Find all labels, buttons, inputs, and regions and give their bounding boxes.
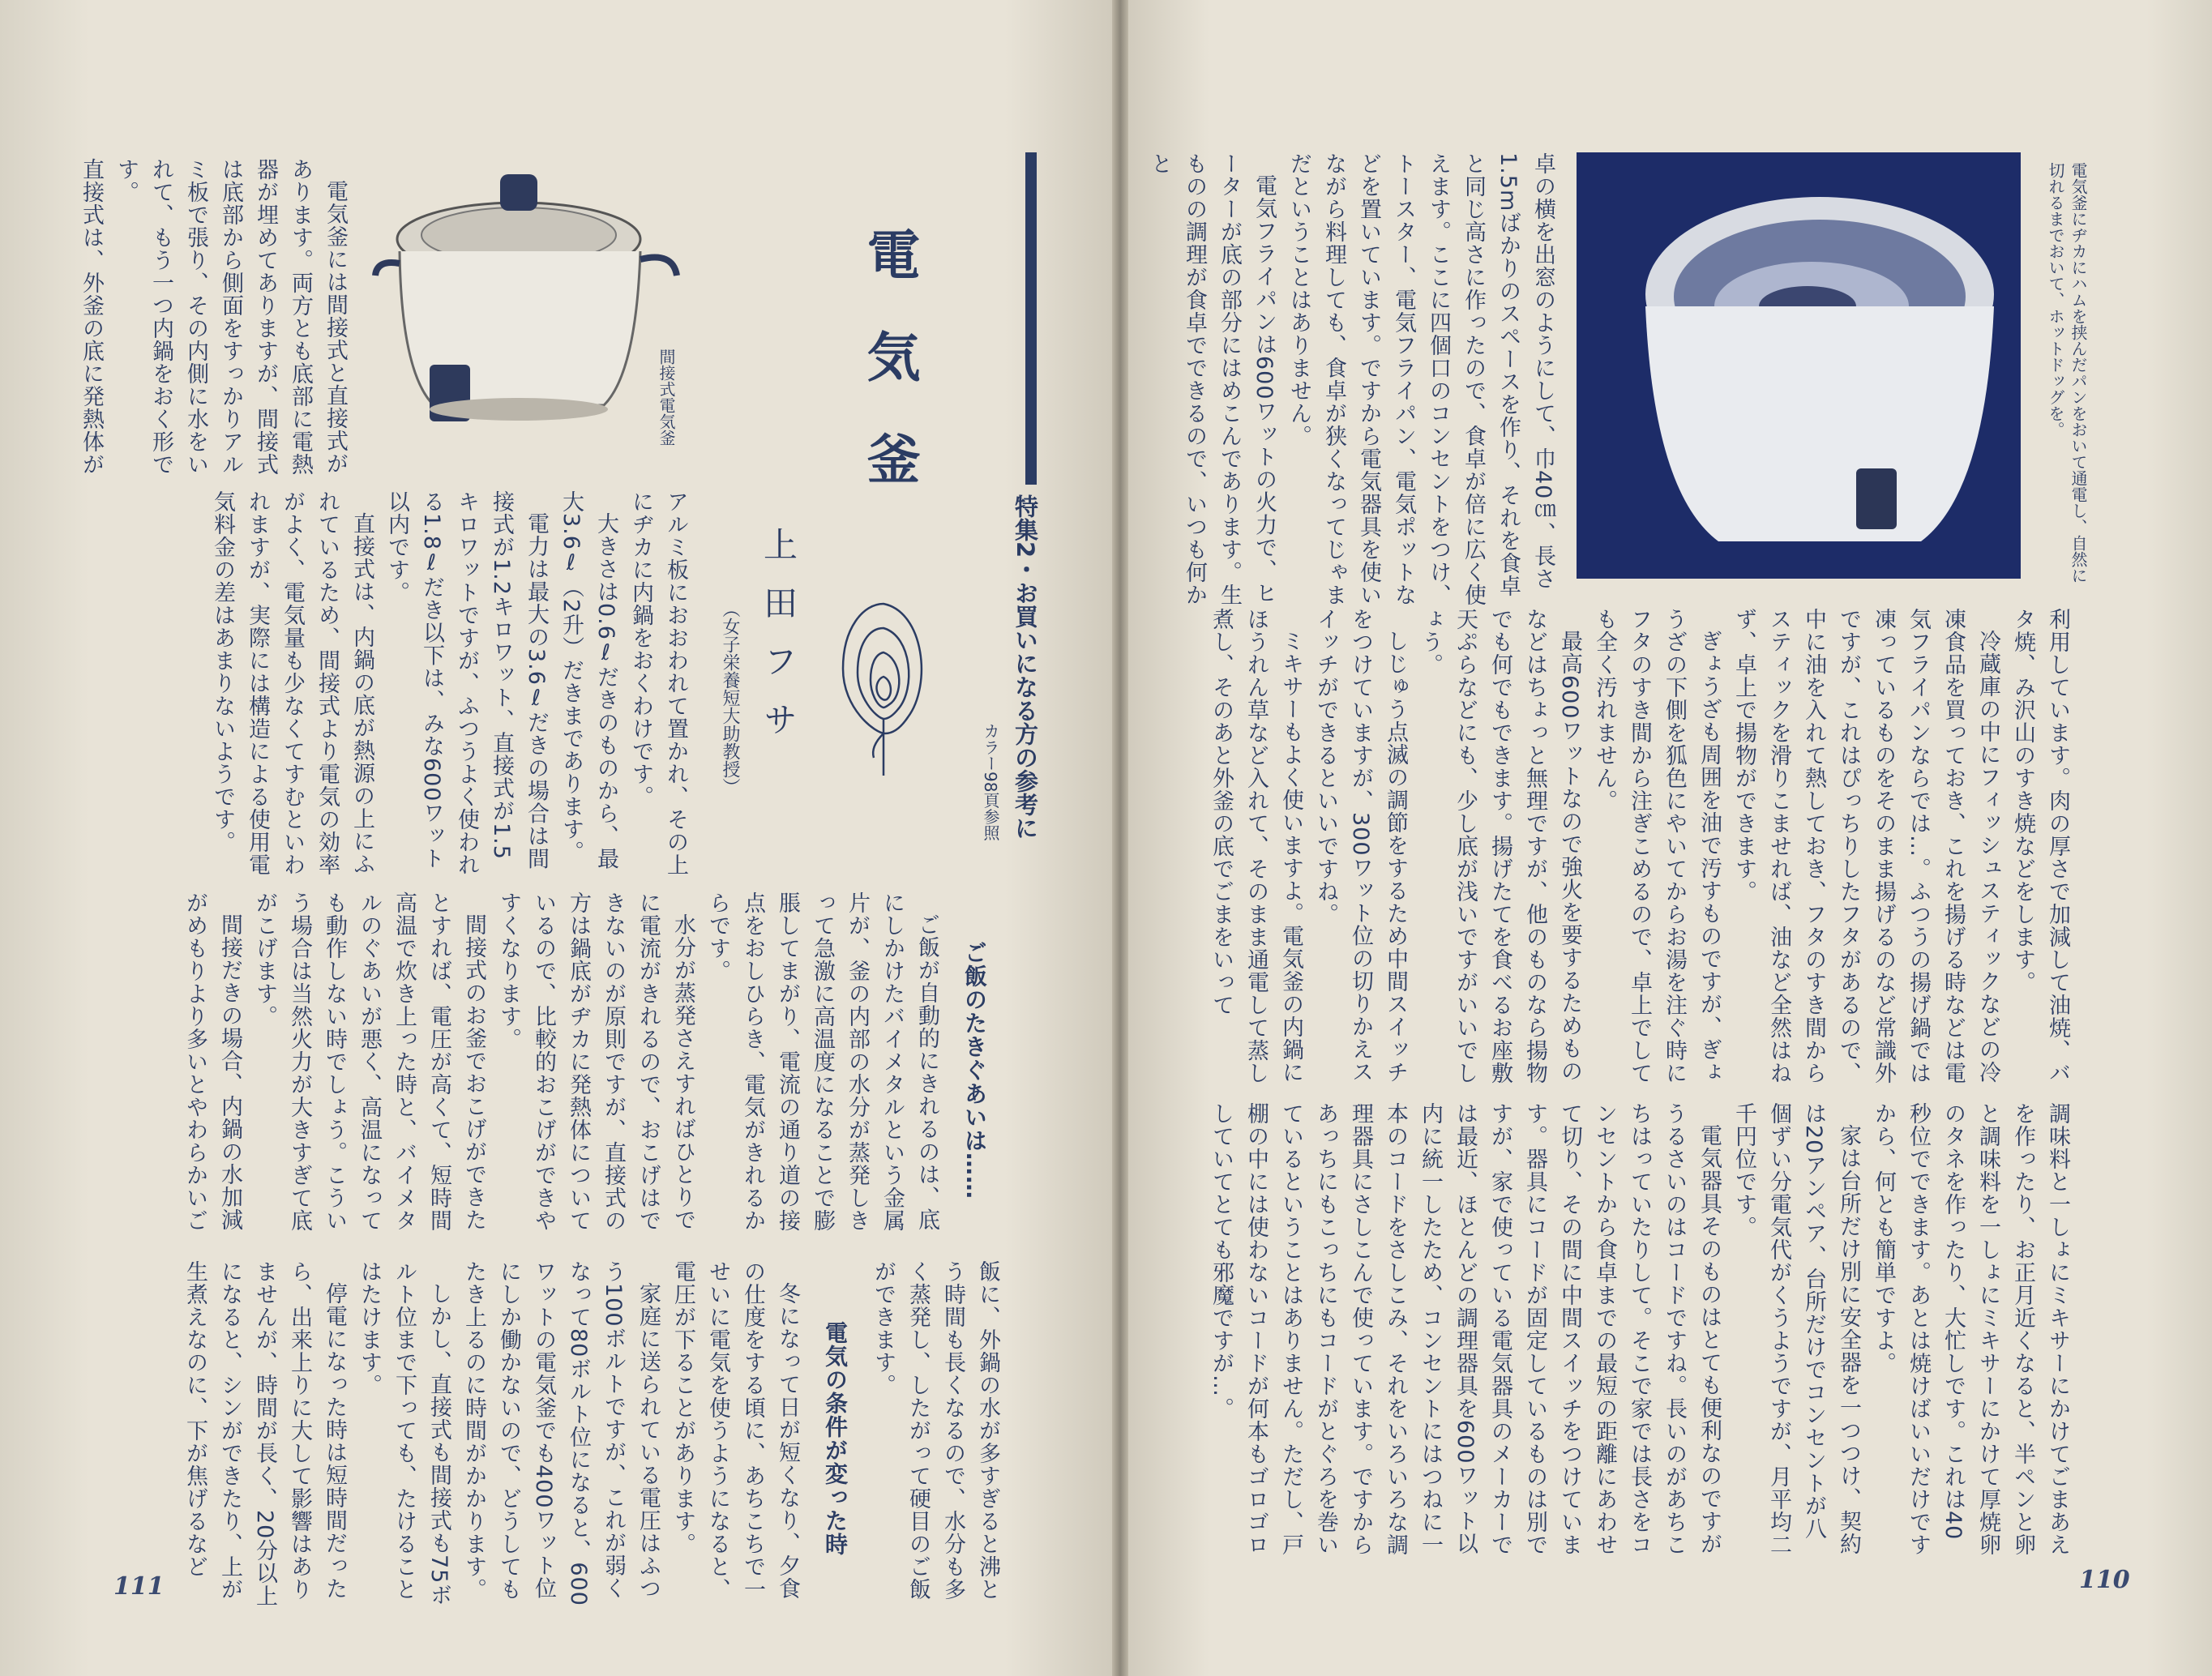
- paragraph: 電気釜には間接式と直接式があります。両方とも底部に電熱器が埋めてありますが、間接式は底部から側面をすっかりアルミ板で張り、その内側に水をいれて、もう一つ内鍋をおく形です。: [113, 158, 348, 476]
- paragraph: 飯に、外鍋の水が多すぎると沸とう時間も長くなるので、水分も多く蒸発し、したがって硬目のご飯ができます。: [871, 1260, 1000, 1601]
- cooker-photo-image: [1577, 152, 2021, 579]
- section-heading: 電気の条件が変った時: [822, 1321, 849, 1556]
- paragraph: しじゅう点滅の調節をするため中間スイッチをつけていますが、300ワット位の切りかえスイッチができるといいですね。: [1313, 608, 1408, 1084]
- author-name: 上田フサ: [759, 527, 798, 760]
- paragraph: 電気器具そのものはとても便利なのですがうるさいのはコードですね。長いのがあちこちはっていたりして。そこで家では長さをコンセントから食卓までの最短の距離にあわせて切り、その間に中間スイッチをつけています。器具にコードが固定しているものは別ですが、家で使っている電気器具のメーカーでは最近、ほとんどの調理器具を600ワット以内に統一したため、コンセントにはつねに一本のコードをさしこみ、それをいろいろな調理器具にさしこんで使っています。ですからあっちにもこっちにもコードがとぐろを巻いているということはありません。ただし、戸棚の中には使わないコードが何本もゴロゴロしていてとても邪魔ですが…。: [1209, 1102, 1722, 1556]
- paragraph: ぎょうざも周囲を油で汚すものですが、ぎょうざの下側を狐色にやいてからお湯を注ぐ時にフタのすき間から注ぎこめるので、卓上でしても全く汚れません。: [1592, 608, 1722, 1084]
- paragraph: 間接式のお釜でおこげができたとすれば、電圧が高くて、短時間高温で炊き上った時と、バイメタルのぐあいが悪く、高温になっても動作しない時でしょう。こういう場合は当然火力が大きすぎて底がこげます。: [252, 891, 486, 1232]
- article-title: 電気釜: [858, 227, 921, 533]
- rice-cooker-illustration: [369, 162, 685, 454]
- color-page-reference: カラー98頁参照: [981, 723, 1000, 841]
- paragraph: 冷蔵庫の中にフィッシュスティックなどの冷凍食品を買っておき、これを揚げる時などは電気フライパンならでは…。ふつうの揚げ鍋では凍っているものをそのまま揚げるのなど常識外ですが、これはぴっちりしたフタがあるので、中に油を入れて熱しておき、フタのすき間からスティックを滑りこませれば、油など全然はねず、卓上で揚物ができます。: [1731, 608, 2000, 1084]
- paragraph: 電気フライパンは600ワットの火力で、ヒーターが底の部分にはめこんであります。生ものの調理が食卓でできるので、いつも何かと: [1147, 152, 1277, 606]
- paragraph: 最高600ワットなので強火を要するためものなどはちょっと無理ですが、他のものなら揚物でも何でもできます。揚げたてを食べるお座敷天ぷらなどにも、少し底が浅いですがいいでしょう。: [1418, 608, 1582, 1084]
- paragraph: 家は台所だけ別に安全器を一つつけ、契約は20アンペア、台所だけでコンセントが八個ずい分電気代がくうようですが、月平均二千円位です。: [1731, 1102, 1861, 1556]
- paragraph: 間接だきの場合、内鍋の水加減がめもりより多いとやわらかいご: [182, 891, 242, 1232]
- book-gutter: [1112, 0, 1128, 1676]
- paragraph: しかし、直接式も間接式も75ボルト位まで下っても、たけることはたけます。: [357, 1260, 451, 1607]
- left-upper-text: [79, 158, 353, 482]
- page-number-right: 110: [2079, 1566, 2130, 1594]
- section-heading: ご飯のたきぐあいは……: [961, 940, 988, 1199]
- paragraph: 停電になった時は短時間だったら、出来上りに大して影響はありませんが、時間が長く、20分以上になると、シンができたり、上が生煮えなのに、下が焦げるなど: [182, 1260, 347, 1608]
- paragraph: 利用しています。肉の厚さで加減して油焼、バタ焼、み沢山のすき焼などをします。: [2010, 608, 2070, 1084]
- paragraph: 直接式は、外釜の底に発熱体が: [79, 158, 104, 476]
- paragraph: 卓の横を出窓のようにして、巾40㎝、長さ1.5mばかりのスペースを作り、それを食卓と同じ高さに作ったので、食卓が倍に広く使えます。ここに四個口のコンセントをつけ、トースター、電気フライパン、電気ポットなどを置いています。ですから電気器具を使いながら料理しても、食卓が狭くなってじゃまだということはありません。: [1286, 152, 1555, 606]
- illustration-caption: 間接式電気釜: [657, 348, 676, 446]
- left-section-1: [105, 891, 1005, 1248]
- spiral-ornament-icon: [827, 596, 940, 778]
- cooker-photo: [1577, 152, 2021, 579]
- paragraph: 家庭に送られている電圧はふつう100ボルトですが、これが弱くなって80ボルト位になると、600ワットの電気釜でも400ワット位にしか働かないので、どうしてもたき上るのに時間がかかります。: [461, 1260, 661, 1606]
- author-affiliation: （女子栄養短大助教授）: [720, 600, 740, 796]
- right-lower-text: [1167, 608, 2075, 1094]
- paragraph: ご飯が自動的にきれるのは、底にしかけたバイメタルという金属片が、釜の内部の水分が蒸発しきって急激に高温度になることで膨脹してまがり、電流の通り道の接点をおしひらき、電気がきれるからです。: [705, 891, 939, 1232]
- right-bottom-text: [1167, 1102, 2075, 1556]
- left-middle-text: [105, 490, 693, 879]
- paragraph: 直接式は、内鍋の底が熱源の上にふれているため、間接式より電気の効率がよく、電気量も少なくてすむといわれますが、実際には構造による使用電気料金の差はあまりないようです。: [210, 490, 374, 876]
- title-bar: [1025, 152, 1037, 485]
- right-upper-text: [1147, 152, 1560, 606]
- paragraph: アルミ板におおわれて置かれ、その上にヂカに内鍋をおくわけです。: [628, 490, 688, 876]
- paragraph: 調味料と一しょにミキサーにかけてごまあえを作ったり、お正月近くなると、半ペンと卵と調味料を一しょにミキサーにかけて厚焼卵のタネを作ったり、大忙しです。これは40秒位でできます。あとは焼けばいいだけですから、何とも簡単ですよ。: [1871, 1102, 2070, 1556]
- paragraph: ミキサーもよく使いますよ。電気釜の内鍋にほうれん草など入れて、そのまま通電して蒸し煮し、そのあと外釜の底でごまをいって: [1209, 608, 1303, 1084]
- paragraph: 水分が蒸発さえすればひとりでに電流がきれるので、おこげはできないのが原則ですが、直接式の方は鍋底がヂカに発熱体についているので、比較的おこげができやすくなります。: [496, 891, 695, 1232]
- paragraph: 大きさは0.6ℓだきのものから、最大3.6ℓ（2升）だきまであります。: [558, 490, 618, 870]
- paragraph: 冬になって日が短くなり、夕食の仕度をする頃に、あちこちで一せいに電気を使うようになると、電圧が下ることがあります。: [670, 1260, 800, 1601]
- left-section-2: [105, 1260, 1005, 1617]
- photo-caption: 電気釜にヂカにハムを挟んだパンをおいて通電し、自然に切れるまでおいて、ホットドッグを。: [2046, 162, 2088, 584]
- paragraph: 電力は最大の3.6ℓだきの場合は間接式が1.2キロワット、直接式が1.5キロワットですが、ふつうよく使われる1.8ℓだき以下は、みな600ワット以内です。: [384, 490, 549, 876]
- feature-heading: 特集2・お買いになる方の参考に: [1012, 494, 1039, 840]
- page-number-left: 111: [113, 1572, 165, 1601]
